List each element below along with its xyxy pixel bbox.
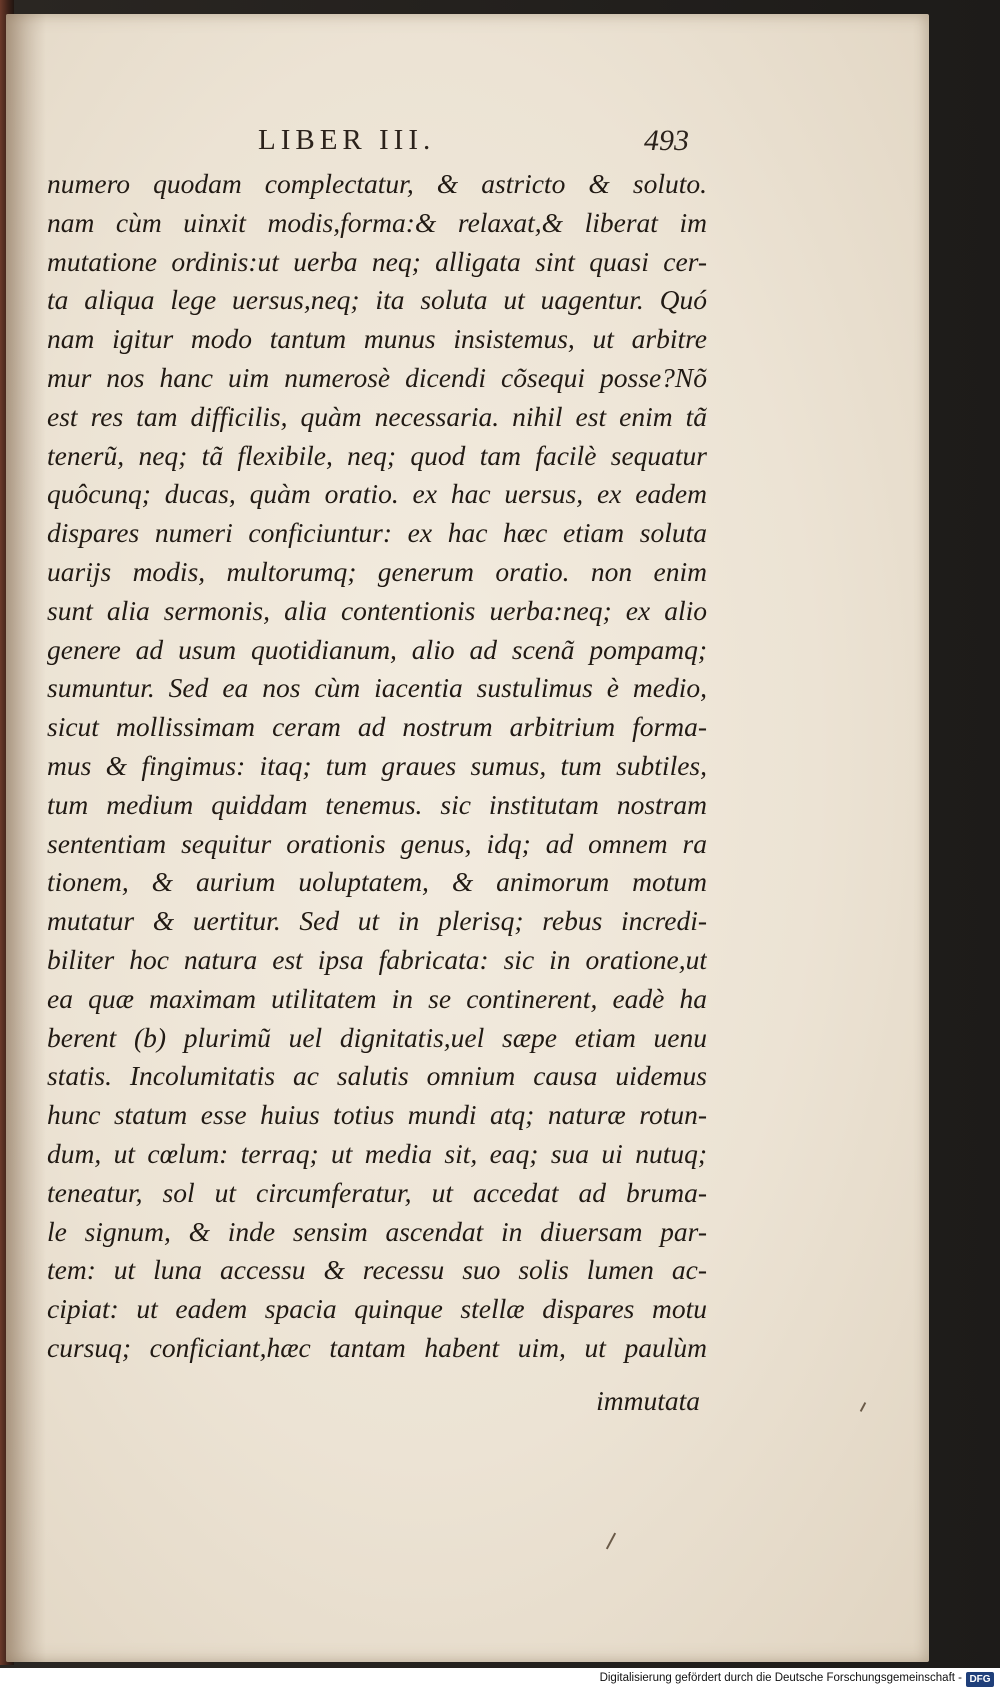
text-line: dispares numeri conficiuntur: ex hac hæc etiam soluta [47,517,707,549]
text-line: quôcunq; ducas, quàm oratio. ex hac uersus, ex eadem [47,478,707,510]
text-line: nam cùm uinxit modis,forma:& relaxat,& liberat im [47,206,707,238]
text-line: mutatur & uertitur. Sed ut in plerisq; rebus incredi- [47,905,707,937]
body-text [47,165,707,1368]
funding-credit: Digitalisierung gefördert durch die Deutsche Forschungsgemeinschaft - [599,1672,962,1684]
text-line: nam igitur modo tantum munus insistemus, ut arbitre [47,323,707,355]
text-line: genere ad usum quotidianum, alio ad scenã pompamq; [47,633,707,665]
catchword: immutata [596,1385,700,1416]
text-line: tenerũ, neq; tã flexibile, neq; quod tam facilè sequatur [47,439,707,471]
text-line: sumuntur. Sed ea nos cùm iacentia sustulimus è medio, [47,672,707,704]
text-line: mus & fingimus: itaq; tum graues sumus, tum subtiles, [47,749,707,781]
text-line: mur nos hanc uim numerosè dicendi cõsequi posse?Nõ [47,361,707,393]
text-line: dum, ut cœlum: terraq; ut media sit, eaq; sua ui nutuq; [47,1137,707,1169]
text-line: sententiam sequitur orationis genus, idq; ad omnem ra [47,827,707,859]
text-line: sunt alia sermonis, alia contentionis uerba:neq; ex alio [47,594,707,626]
running-head [0,124,1000,164]
text-line: est res tam difficilis, quàm necessaria. nihil est enim tã [47,400,707,432]
running-title: LIBER III. [258,124,436,156]
dfg-logo: DFG [966,1672,994,1687]
gutter-shadow [6,14,46,1662]
text-line: cursuq; conficiant,hæc tantam habent uim, ut paulùm [47,1331,707,1363]
page-number: 493 [644,124,689,157]
text-line: statis. Incolumitatis ac salutis omnium causa uidemus [47,1060,707,1092]
text-line: tem: ut luna accessu & recessu suo solis lumen ac- [47,1254,707,1286]
text-line: berent (b) plurimũ uel dignitatis,uel sæpe etiam uenu [47,1021,707,1053]
text-line: numero quodam complectatur, & astricto & soluto. [47,168,707,199]
text-line: tionem, & aurium uoluptatem, & animorum motum [47,866,707,898]
text-line: biliter hoc natura est ipsa fabricata: sic in oratione,ut [47,943,707,975]
text-line: mutatione ordinis:ut uerba neq; alligata sint quasi cer- [47,245,707,277]
text-line: tum medium quiddam tenemus. sic institutam nostram [47,788,707,820]
text-line: teneatur, sol ut circumferatur, ut accedat ad bruma- [47,1176,707,1208]
text-line: sicut mollissimam ceram ad nostrum arbitrium forma- [47,711,707,743]
text-line: uarijs modis, multorumq; generum oratio. non enim [47,555,707,587]
text-line: ea quæ maximam utilitatem in se continerent, eadè ha [47,982,707,1014]
text-line: cipiat: ut eadem spacia quinque stellæ dispares motu [47,1293,707,1325]
text-line: ta aliqua lege uersus,neq; ita soluta ut uagentur. Quó [47,284,707,316]
text-line: le signum, & inde sensim ascendat in diuersam par- [47,1215,707,1247]
text-line: hunc statum esse huius totius mundi atq; naturæ rotun- [47,1099,707,1131]
footer-bar [0,1668,1000,1693]
